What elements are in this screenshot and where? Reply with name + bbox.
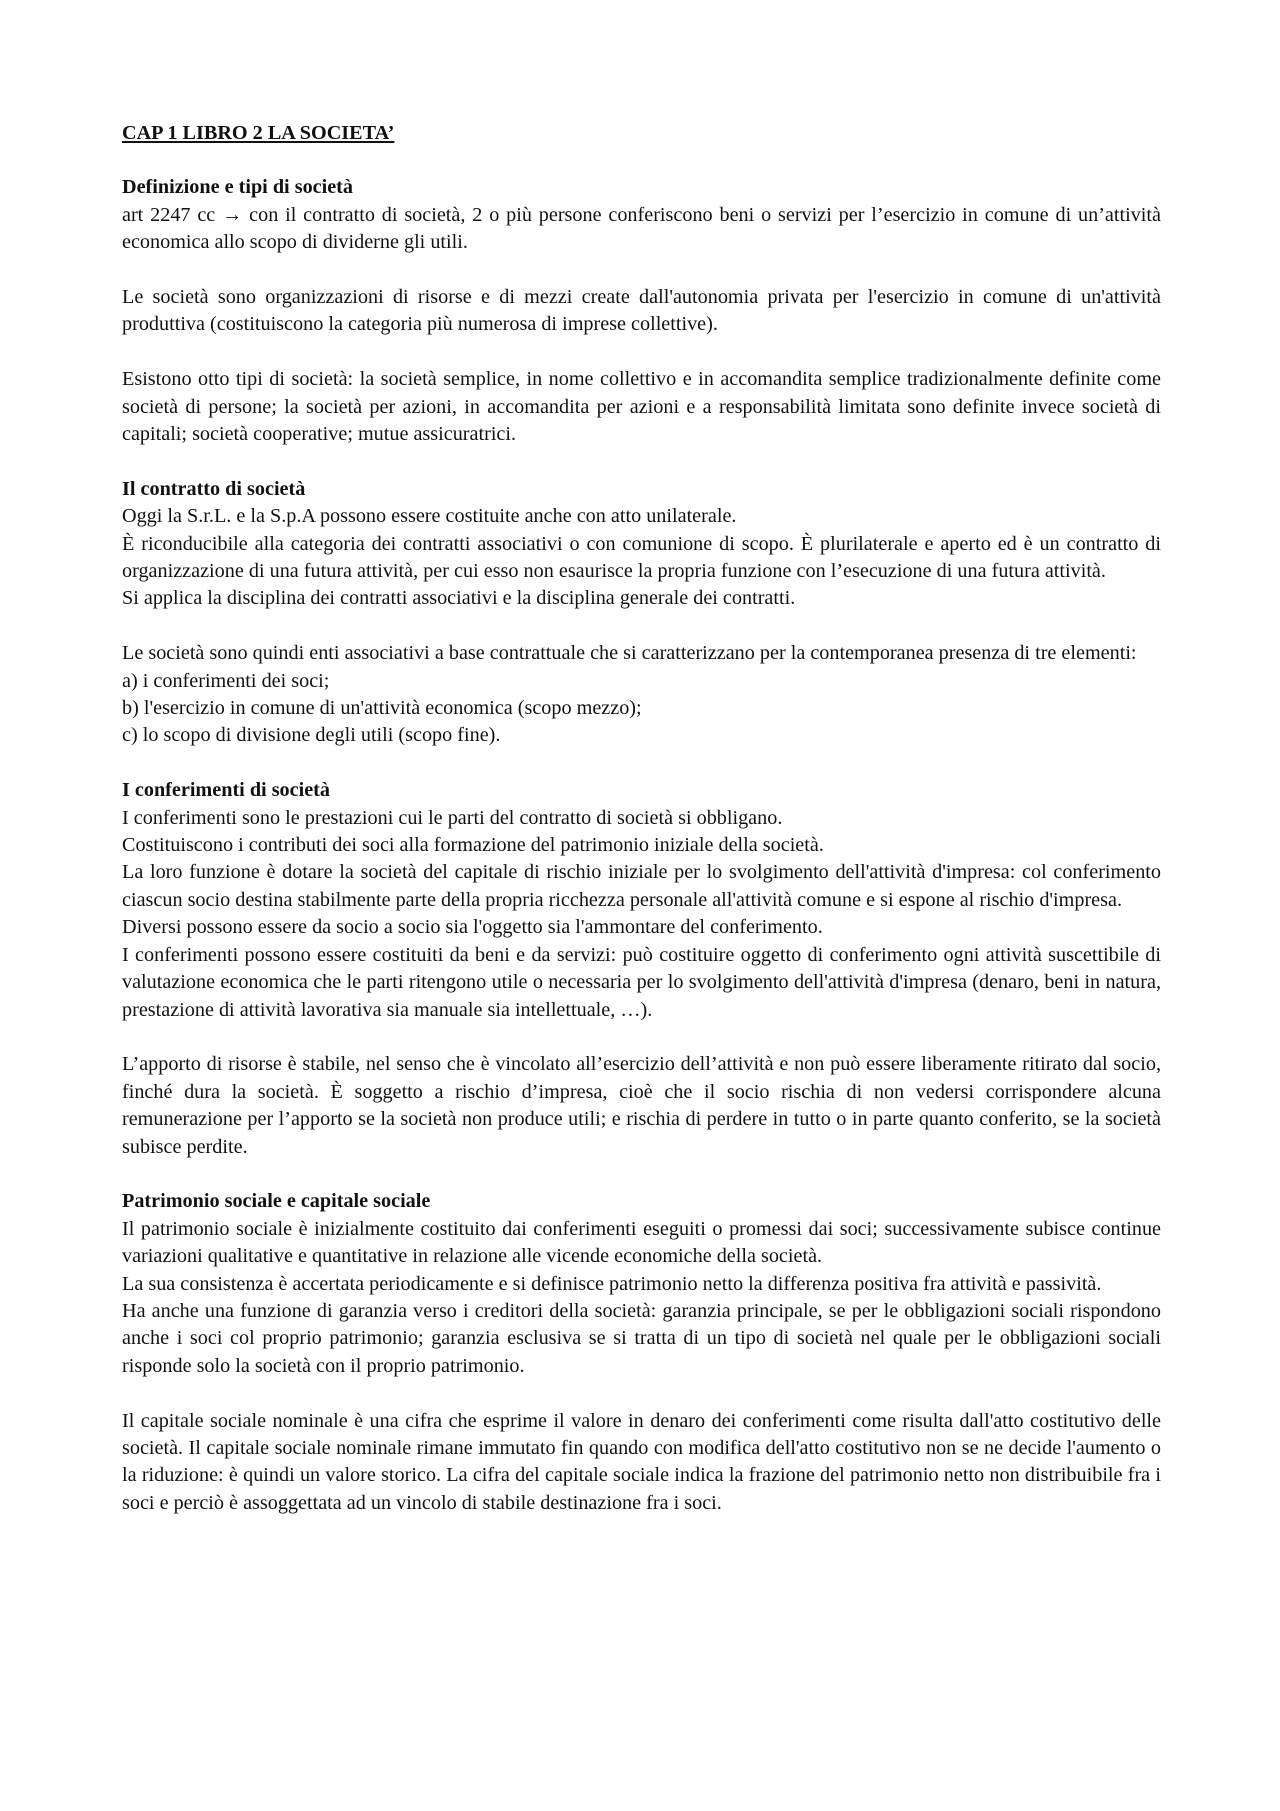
paragraph: Costituiscono i contributi dei soci alla formazione del patrimonio iniziale della società.: [122, 834, 824, 857]
section-tipi: [122, 366, 1161, 448]
paragraph: I conferimenti sono le prestazioni cui le parti del contratto di società si obbligano.: [122, 806, 783, 829]
document-title: CAP 1 LIBRO 2 LA SOCIETA’: [122, 122, 395, 144]
section-patrimonio: [122, 1188, 1161, 1380]
paragraph: Esistono otto tipi di società: la società semplice, in nome collettivo e in accomandita semplice tradizionalmente definite come società di persone; la società per azioni, in accomandita per azioni e a responsabilità limitata sono definite invece società di capitali; società cooperative; mutue assicuratrici.: [122, 368, 1161, 446]
paragraph: Il capitale sociale nominale è una cifra che esprime il valore in denaro dei conferimenti come risulta dall'atto costitutivo delle società. Il capitale sociale nominale rimane immutato fin quando con modifica dell'atto costitutivo non se ne decide l'aumento o la riduzione: è quindi un valore storico. La cifra del capitale sociale indica la frazione del patrimonio netto non distribuibile fra i soci e perciò è assoggettata ad un vincolo di stabile destinazione fra i soci.: [122, 1409, 1161, 1514]
list-item: a) i conferimenti dei soci;: [122, 669, 330, 692]
paragraph: I conferimenti possono essere costituiti da beni e da servizi: può costituire oggetto di conferimento ogni attività suscettibile di valutazione economica che le parti ritengono utile o necessaria per lo svolgimento dell'attività d'impresa (denaro, beni in natura, prestazione di attività lavorativa sia manuale sia intellettuale, …).: [122, 943, 1161, 1021]
paragraph: La sua consistenza è accertata periodicamente e si definisce patrimonio netto la differenza positiva fra attività e passività.: [122, 1272, 1102, 1295]
section-apporto: [122, 1051, 1161, 1161]
list-item: b) l'esercizio in comune di un'attività economica (scopo mezzo);: [122, 697, 642, 720]
section-conferimenti: [122, 777, 1161, 1024]
paragraph: Il patrimonio sociale è inizialmente costituito dai conferimenti eseguiti o promessi dai soci; successivamente subisce continue variazioni qualitative e quantitative in relazione alle vicende economiche della società.: [122, 1217, 1161, 1268]
section-contratto: [122, 476, 1161, 613]
paragraph: L’apporto di risorse è stabile, nel senso che è vincolato all’esercizio dell’attività e non può essere liberamente ritirato dal socio, finché dura la società. È soggetto a rischio d’impresa, cioè che il socio rischia di non vedersi corrispondere alcuna remunerazione per l’apporto se la società non produce utili; e rischia di perdere in tutto o in parte quanto conferito, se la società subisce perdite.: [122, 1053, 1161, 1158]
document-page: [122, 120, 1161, 1545]
paragraph: Ha anche una funzione di garanzia verso i creditori della società: garanzia principale, se per le obbligazioni sociali rispondono anche i soci col proprio patrimonio; garanzia esclusiva se si tratta di un tipo di società nel quale per le obbligazioni sociali risponde solo la società con il proprio patrimonio.: [122, 1299, 1161, 1377]
section-heading: Definizione e tipi di società: [122, 176, 354, 199]
paragraph: La loro funzione è dotare la società del capitale di rischio iniziale per lo svolgimento dell'attività d'impresa: col conferimento ciascun socio destina stabilmente parte della propria ricchezza personale all'attività comune e si espone al rischio d'impresa.: [122, 861, 1161, 911]
paragraph: Si applica la disciplina dei contratti associativi e la disciplina generale dei contratti.: [122, 587, 796, 610]
section-heading: Patrimonio sociale e capitale sociale: [122, 1190, 431, 1213]
section-heading: I conferimenti di società: [122, 779, 330, 802]
paragraph: Diversi possono essere da socio a socio sia l'oggetto sia l'ammontare del conferimento.: [122, 916, 823, 939]
section-organizzazioni: [122, 284, 1161, 339]
paragraph: Oggi la S.r.L. e la S.p.A possono essere costituite anche con atto unilaterale.: [122, 505, 737, 528]
section-elementi: [122, 640, 1161, 750]
paragraph: Le società sono quindi enti associativi a base contrattuale che si caratterizzano per la contemporanea presenza di tre elementi:: [122, 642, 1137, 665]
paragraph: art 2247 cc → con il contratto di società, 2 o più persone conferiscono beni o servizi per l’esercizio in comune di un’attività economica allo scopo di dividerne gli utili.: [122, 203, 1161, 254]
section-definizione: [122, 174, 1161, 256]
list-item: c) lo scopo di divisione degli utili (scopo fine).: [122, 724, 501, 747]
paragraph: Le società sono organizzazioni di risorse e di mezzi create dall'autonomia privata per l'esercizio in comune di un'attività produttiva (costituiscono la categoria più numerosa di imprese collettive).: [122, 286, 1161, 336]
paragraph: È riconducibile alla categoria dei contratti associativi o con comunione di scopo. È plurilaterale e aperto ed è un contratto di organizzazione di una futura attività, per cui esso non esaurisce la propria funzione con l’esecuzione di una futura attività.: [122, 532, 1161, 583]
section-capitale: [122, 1408, 1161, 1518]
section-heading: Il contratto di società: [122, 477, 306, 500]
